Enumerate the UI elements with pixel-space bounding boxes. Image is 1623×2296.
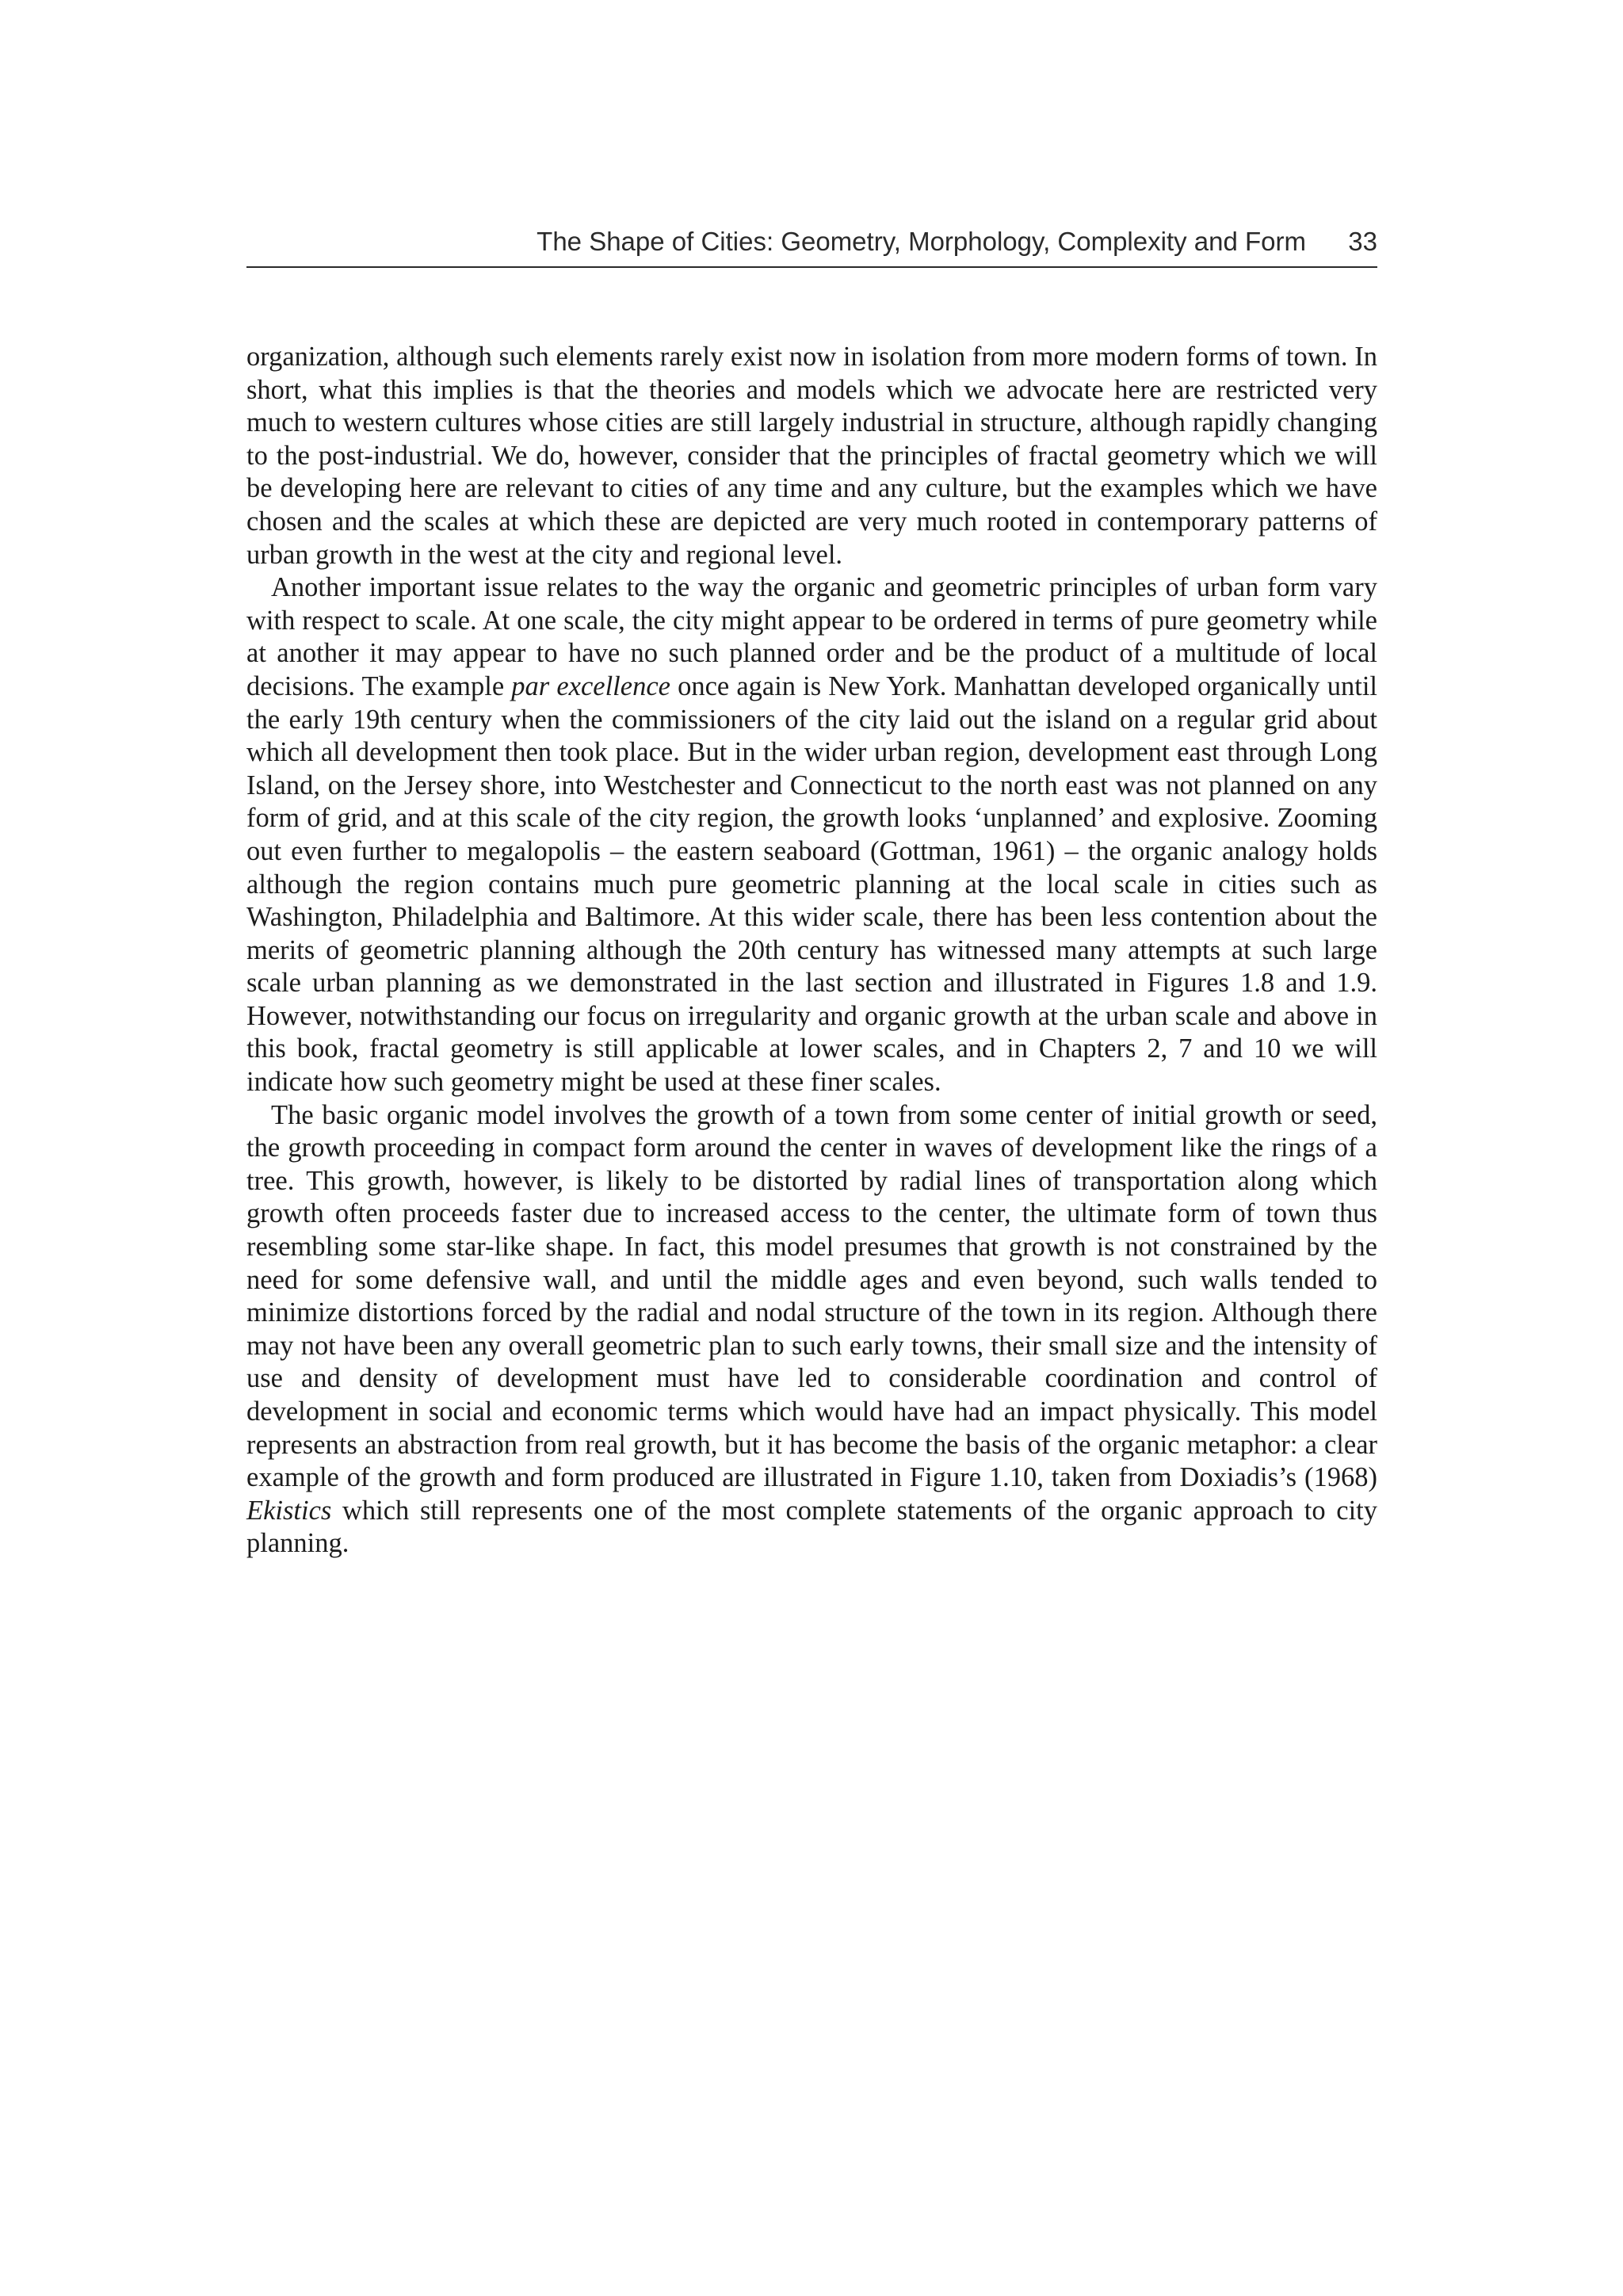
- paragraph-1-text: organization, although such elements rarely exist now in isolation from more modern forms of town. In short, what this implies is that the theories and models which we advocate here are restricted very much to western cultures whose cities are still largely industrial in structure, although rapidly changing to the post-industrial. We do, however, consider that the principles of fractal geometry which we will be developing here are relevant to cities of any time and any culture, but the examples which we have chosen and the scales at which these are depicted are very much rooted in contemporary patterns of urban growth in the west at the city and regional level.: [246, 342, 1377, 570]
- paragraph-2: [246, 571, 1377, 1099]
- paragraph-2-italic-par-excellence: par excellence: [511, 670, 670, 701]
- paragraph-1: [246, 341, 1377, 571]
- running-header-title: The Shape of Cities: Geometry, Morphology, Complexity and Form: [537, 227, 1306, 256]
- paragraph-3-italic-ekistics: Ekistics: [246, 1495, 332, 1526]
- paragraph-3: [246, 1099, 1377, 1561]
- paragraph-2-text-b: once again is New York. Manhattan developed organically until the early 19th century when the commissioners of the city laid out the island on a regular grid about which all development then took place. But in the wider urban region, development east through Long Island, on the Jersey shore, into Westchester and Connecticut to the north east was not planned on any form of grid, and at this scale of the city region, the growth looks ‘unplanned’ and explosive. Zooming out even further to megalopolis – the eastern seaboard (Gottman, 1961) – the organic analogy holds although the region contains much pure geometric planning at the local scale in cities such as Washington, Philadelphia and Baltimore. At this wider scale, there has been less contention about the merits of geometric planning although the 20th century has witnessed many attempts at such large scale urban planning as we demonstrated in the last section and illustrated in Figures 1.8 and 1.9. However, notwithstanding our focus on irregularity and organic growth at the urban scale and above in this book, fractal geometry is still applicable at lower scales, and in Chapters 2, 7 and 10 we will indicate how such geometry might be used at these finer scales.: [246, 670, 1377, 1098]
- page-number: 33: [1348, 227, 1377, 256]
- paragraph-3-text-b: which still represents one of the most complete statements of the organic approach to city planning.: [246, 1495, 1377, 1559]
- paragraph-2-text-a: Another important issue relates to the way the organic and geometric principles of urban form vary with respect to scale. At one scale, the city might appear to be ordered in terms of pure geometry while at another it may appear to have no such planned order and be the product of a multitude of local decisions. The example: [246, 572, 1377, 701]
- paragraph-3-text-a: The basic organic model involves the growth of a town from some center of initial growth or seed, the growth proceeding in compact form around the center in waves of development like the rings of a tree. This growth, however, is likely to be distorted by radial lines of transportation along which growth often proceeds faster due to increased access to the center, the ultimate form of town thus resembling some star-like shape. In fact, this model presumes that growth is not constrained by the need for some defensive wall, and until the middle ages and even beyond, such walls tended to minimize distortions forced by the radial and nodal structure of the town in its region. Although there may not have been any overall geometric plan to such early towns, their small size and the intensity of use and density of development must have led to considerable coordination and control of development in social and economic terms which would have had an impact physically. This model represents an abstraction from real growth, but it has become the basis of the organic metaphor: a clear example of the growth and form produced are illustrated in Figure 1.10, taken from Doxiadis’s (1968): [246, 1099, 1377, 1493]
- running-header: [246, 227, 1377, 268]
- body-text: [246, 341, 1377, 1561]
